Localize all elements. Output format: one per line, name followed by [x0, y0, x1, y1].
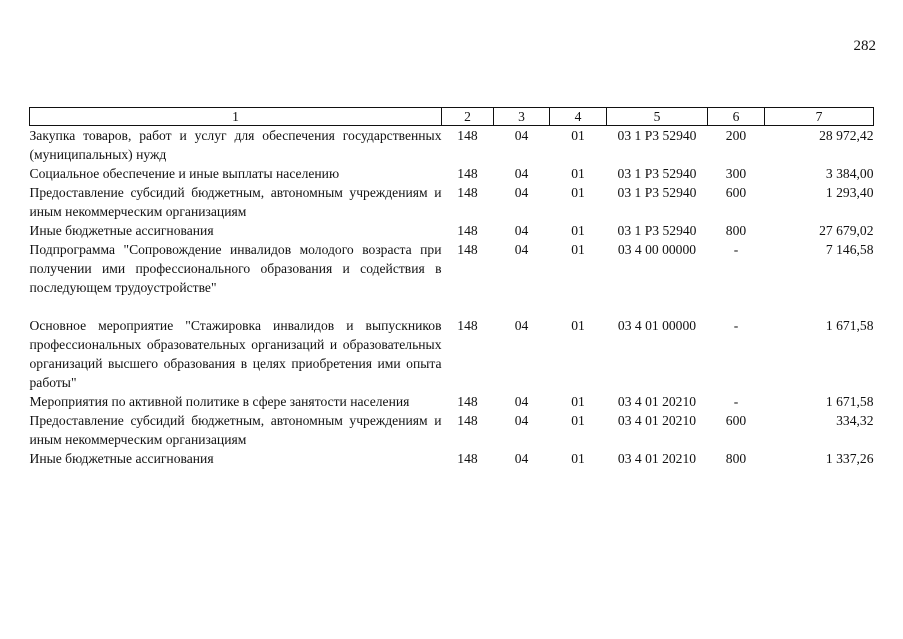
row-code-section: 04	[514, 128, 529, 143]
table-row	[30, 392, 874, 411]
row-name: Закупка товаров, работ и услуг для обеспечения государственных (муниципальных) нужд	[29, 128, 442, 162]
row-name: Подпрограмма "Сопровождение инвалидов молодого возраста при получении ими профессионального образования и содействия в последующем трудоустройстве"	[29, 242, 442, 295]
row-code-subsection: 01	[571, 413, 585, 428]
row-code-ministry: 148	[457, 451, 478, 466]
row-expense-type: 600	[725, 185, 747, 200]
row-code-ministry: 148	[457, 394, 478, 409]
row-name: Мероприятия по активной политике в сфере занятости населения	[29, 394, 410, 409]
row-code-subsection: 01	[571, 185, 585, 200]
table-row	[30, 449, 874, 468]
table-row	[30, 221, 874, 240]
header-cell-2: 2	[442, 108, 494, 126]
row-code-subsection: 01	[571, 166, 585, 181]
row-target-article: 03 1 Р3 52940	[617, 185, 697, 200]
row-target-article: 03 1 Р3 52940	[617, 128, 697, 143]
row-expense-type: 200	[725, 128, 747, 143]
row-target-article: 03 4 01 20210	[617, 451, 697, 466]
row-target-article: 03 1 Р3 52940	[617, 223, 697, 238]
row-amount: 334,32	[836, 413, 874, 428]
row-amount: 1 337,26	[825, 451, 874, 466]
row-code-ministry: 148	[457, 223, 478, 238]
row-code-section: 04	[514, 242, 529, 257]
table-row	[30, 164, 874, 183]
row-code-section: 04	[514, 166, 529, 181]
row-code-subsection: 01	[571, 128, 585, 143]
row-code-subsection: 01	[571, 318, 585, 333]
table-row	[30, 183, 874, 221]
budget-table	[29, 107, 874, 468]
row-code-ministry: 148	[457, 242, 478, 257]
row-target-article: 03 1 Р3 52940	[617, 166, 697, 181]
row-amount: 1 671,58	[825, 318, 874, 333]
row-code-section: 04	[514, 394, 529, 409]
row-code-section: 04	[514, 451, 529, 466]
spacer-row	[30, 297, 874, 316]
row-expense-type: -	[733, 242, 739, 257]
row-name: Иные бюджетные ассигнования	[29, 223, 214, 238]
table-row	[30, 411, 874, 449]
row-expense-type: 800	[725, 223, 747, 238]
table-row	[30, 316, 874, 392]
row-code-subsection: 01	[571, 223, 585, 238]
row-name: Иные бюджетные ассигнования	[29, 451, 214, 466]
row-amount: 27 679,02	[819, 223, 874, 238]
header-row	[30, 108, 874, 126]
row-code-section: 04	[514, 185, 529, 200]
table-row	[30, 240, 874, 297]
row-target-article: 03 4 01 20210	[617, 413, 697, 428]
page-number: 282	[853, 38, 876, 54]
header-cell-5: 5	[607, 108, 708, 126]
row-expense-type: 600	[725, 413, 747, 428]
table-row	[30, 126, 874, 165]
row-amount: 7 146,58	[825, 242, 874, 257]
row-name: Основное мероприятие "Стажировка инвалидов и выпускников профессиональных образовательных организаций и образовательных организаций высшего образования в целях приобретения ими опыта работы"	[29, 318, 442, 390]
row-code-ministry: 148	[457, 166, 478, 181]
row-name: Социальное обеспечение и иные выплаты населению	[29, 166, 340, 181]
row-amount: 3 384,00	[825, 166, 874, 181]
row-target-article: 03 4 01 20210	[617, 394, 697, 409]
row-code-ministry: 148	[457, 185, 478, 200]
row-code-ministry: 148	[457, 318, 478, 333]
row-code-subsection: 01	[571, 451, 585, 466]
row-code-ministry: 148	[457, 413, 478, 428]
row-amount: 1 293,40	[825, 185, 874, 200]
row-code-subsection: 01	[571, 394, 585, 409]
header-cell-3: 3	[494, 108, 550, 126]
header-cell-6: 6	[708, 108, 765, 126]
row-code-subsection: 01	[571, 242, 585, 257]
row-amount: 28 972,42	[819, 128, 874, 143]
row-expense-type: -	[733, 394, 739, 409]
header-cell-4: 4	[550, 108, 607, 126]
header-cell-7: 7	[765, 108, 874, 126]
row-code-section: 04	[514, 318, 529, 333]
row-expense-type: -	[733, 318, 739, 333]
spacer-cell	[30, 297, 874, 316]
row-code-section: 04	[514, 223, 529, 238]
row-name: Предоставление субсидий бюджетным, автономным учреждениям и иным некоммерческим организациям	[29, 185, 442, 219]
row-name: Предоставление субсидий бюджетным, автономным учреждениям и иным некоммерческим организациям	[29, 413, 442, 447]
row-target-article: 03 4 00 00000	[617, 242, 697, 257]
row-target-article: 03 4 01 00000	[617, 318, 697, 333]
row-expense-type: 300	[725, 166, 747, 181]
row-amount: 1 671,58	[825, 394, 874, 409]
header-cell-1: 1	[30, 108, 442, 126]
row-code-ministry: 148	[457, 128, 478, 143]
row-code-section: 04	[514, 413, 529, 428]
row-expense-type: 800	[725, 451, 747, 466]
